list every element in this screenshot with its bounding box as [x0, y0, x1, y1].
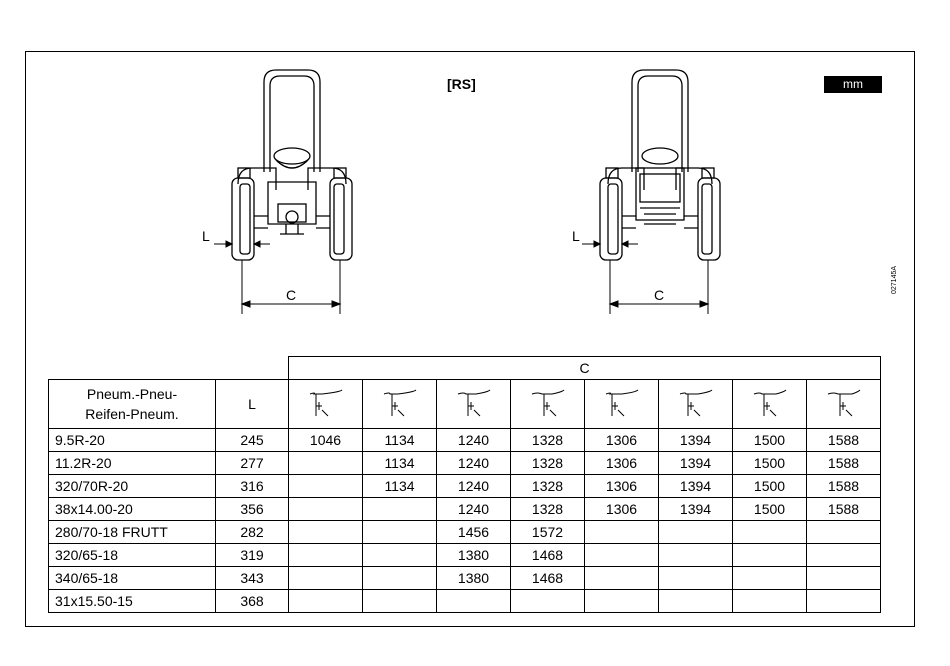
rim-setting-7-icon — [733, 379, 807, 428]
reference-code: 027145A — [891, 265, 898, 294]
l-column-header: L — [216, 379, 289, 428]
c-value-cell: 1240 — [437, 428, 511, 451]
rim-setting-4-icon — [511, 379, 585, 428]
c-value-cell — [363, 497, 437, 520]
right-diagram-label-c: C — [654, 287, 665, 303]
rim-setting-5-icon — [585, 379, 659, 428]
rim-header-row — [49, 379, 881, 428]
tire-size-cell: 340/65-18 — [49, 566, 216, 589]
tire-size-cell: 11.2R-20 — [49, 451, 216, 474]
table-row — [49, 543, 881, 566]
tire-size-cell: 31x15.50-15 — [49, 589, 216, 612]
c-value-cell: 1306 — [585, 497, 659, 520]
c-value-cell: 1500 — [733, 428, 807, 451]
c-value-cell — [289, 497, 363, 520]
c-value-cell — [659, 543, 733, 566]
c-header-row — [49, 357, 881, 380]
tire-size-cell: 320/65-18 — [49, 543, 216, 566]
tire-column-header: Pneum.-Pneu- Reifen-Pneum. — [49, 379, 216, 428]
c-value-cell: 1500 — [733, 497, 807, 520]
c-value-cell: 1456 — [437, 520, 511, 543]
c-value-cell — [289, 566, 363, 589]
c-value-cell: 1134 — [363, 451, 437, 474]
c-value-cell: 1588 — [807, 497, 881, 520]
c-value-cell: 1328 — [511, 428, 585, 451]
c-value-cell — [289, 589, 363, 612]
c-value-cell: 1328 — [511, 474, 585, 497]
c-value-cell: 1306 — [585, 451, 659, 474]
l-value-cell: 277 — [216, 451, 289, 474]
c-value-cell — [437, 589, 511, 612]
c-value-cell — [807, 520, 881, 543]
c-value-cell — [807, 543, 881, 566]
l-value-cell: 319 — [216, 543, 289, 566]
table-row — [49, 566, 881, 589]
c-value-cell: 1134 — [363, 428, 437, 451]
c-value-cell: 1380 — [437, 566, 511, 589]
c-value-cell — [659, 589, 733, 612]
c-value-cell — [733, 589, 807, 612]
table-row — [49, 451, 881, 474]
c-value-cell — [511, 589, 585, 612]
c-value-cell: 1588 — [807, 428, 881, 451]
c-value-cell — [733, 520, 807, 543]
c-value-cell — [289, 451, 363, 474]
rim-setting-3-icon — [437, 379, 511, 428]
model-code: [RS] — [447, 76, 476, 92]
c-value-cell — [363, 520, 437, 543]
c-value-cell: 1240 — [437, 451, 511, 474]
table-row — [49, 497, 881, 520]
l-value-cell: 368 — [216, 589, 289, 612]
c-value-cell: 1394 — [659, 428, 733, 451]
c-value-cell: 1240 — [437, 474, 511, 497]
c-value-cell: 1306 — [585, 474, 659, 497]
tractor-front-view-diagram — [560, 64, 750, 324]
c-value-cell: 1468 — [511, 566, 585, 589]
c-value-cell: 1328 — [511, 451, 585, 474]
table-row — [49, 474, 881, 497]
table-row — [49, 520, 881, 543]
c-value-cell — [585, 589, 659, 612]
c-value-cell — [659, 520, 733, 543]
c-value-cell — [733, 566, 807, 589]
c-value-cell — [807, 589, 881, 612]
rim-setting-2-icon — [363, 379, 437, 428]
left-diagram-label-l: L — [202, 228, 210, 244]
l-value-cell: 282 — [216, 520, 289, 543]
l-value-cell: 343 — [216, 566, 289, 589]
tire-size-cell: 320/70R-20 — [49, 474, 216, 497]
c-value-cell — [289, 474, 363, 497]
c-value-cell — [585, 543, 659, 566]
c-value-cell: 1134 — [363, 474, 437, 497]
c-value-cell: 1588 — [807, 474, 881, 497]
tractor-rear-view-diagram — [190, 64, 380, 324]
unit-badge: mm — [824, 76, 882, 93]
c-value-cell — [733, 543, 807, 566]
c-value-cell: 1394 — [659, 497, 733, 520]
rim-setting-8-icon — [807, 379, 881, 428]
c-value-cell: 1468 — [511, 543, 585, 566]
right-diagram-label-l: L — [572, 228, 580, 244]
c-value-cell — [585, 520, 659, 543]
c-value-cell: 1046 — [289, 428, 363, 451]
left-diagram-label-c: C — [286, 287, 297, 303]
c-value-cell — [807, 566, 881, 589]
c-value-cell: 1328 — [511, 497, 585, 520]
l-value-cell: 316 — [216, 474, 289, 497]
c-value-cell: 1306 — [585, 428, 659, 451]
table-row — [49, 589, 881, 612]
c-value-cell — [659, 566, 733, 589]
c-value-cell — [363, 566, 437, 589]
l-value-cell: 356 — [216, 497, 289, 520]
c-value-cell: 1500 — [733, 474, 807, 497]
c-value-cell: 1394 — [659, 474, 733, 497]
c-value-cell — [289, 543, 363, 566]
tire-size-cell: 280/70-18 FRUTT — [49, 520, 216, 543]
c-value-cell: 1500 — [733, 451, 807, 474]
l-value-cell: 245 — [216, 428, 289, 451]
c-value-cell — [585, 566, 659, 589]
tire-size-cell: 38x14.00-20 — [49, 497, 216, 520]
c-value-cell — [363, 589, 437, 612]
c-value-cell: 1588 — [807, 451, 881, 474]
c-value-cell: 1380 — [437, 543, 511, 566]
c-value-cell: 1572 — [511, 520, 585, 543]
tire-size-cell: 9.5R-20 — [49, 428, 216, 451]
table-row — [49, 428, 881, 451]
c-value-cell: 1394 — [659, 451, 733, 474]
c-value-cell: 1240 — [437, 497, 511, 520]
c-value-cell — [363, 543, 437, 566]
c-column-header: C — [289, 357, 881, 380]
rim-setting-6-icon — [659, 379, 733, 428]
rim-setting-1-icon — [289, 379, 363, 428]
c-value-cell — [289, 520, 363, 543]
tire-spec-table — [48, 356, 881, 613]
